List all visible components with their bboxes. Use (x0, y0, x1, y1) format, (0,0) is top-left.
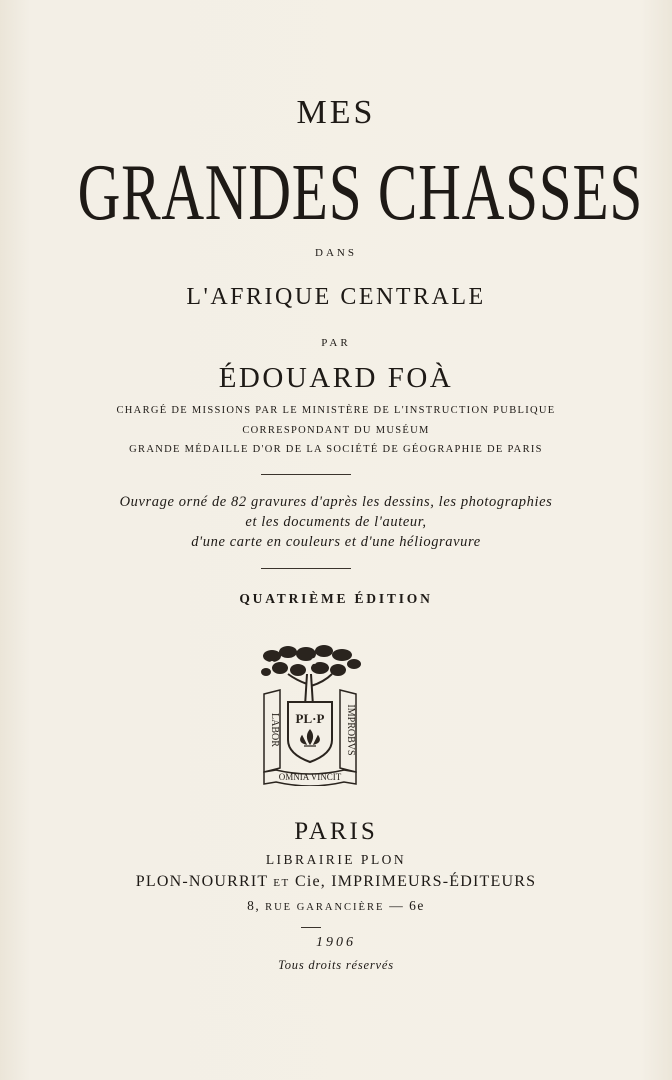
imprint-firm (0, 873, 672, 891)
divider-rule (261, 474, 351, 475)
emblem-banner-right: IMPROBVS (345, 704, 356, 756)
firm-name: PLON-NOURRIT (135, 873, 269, 890)
imprint-city: PARIS (294, 818, 378, 845)
divider-rule (261, 568, 351, 569)
emblem-banner-left: LABOR (269, 713, 280, 747)
author-name: ÉDOUARD FOÀ (218, 362, 454, 394)
imprint-year: 1906 (316, 935, 356, 950)
title-connector: DANS (315, 247, 357, 259)
imprint-rights: Tous droits réservés (278, 958, 394, 972)
author-credential: CORRESPONDANT DU MUSÉUM (242, 425, 430, 436)
emblem-monogram: PL·P (295, 711, 325, 726)
subtitle: L'AFRIQUE CENTRALE (186, 284, 486, 310)
address-district: — 6e (389, 898, 425, 913)
edition-label: QUATRIÈME ÉDITION (239, 591, 433, 606)
divider-rule (301, 927, 321, 928)
publisher-emblem (258, 644, 362, 786)
imprint-address (0, 898, 672, 914)
pre-title: MES (296, 94, 376, 131)
by-label: PAR (321, 337, 351, 349)
author-credential: GRANDE MÉDAILLE D'OR DE LA SOCIÉTÉ DE GÉOGRAPHIE DE PARIS (129, 444, 543, 455)
description-line: Ouvrage orné de 82 gravures d'après les dessins, les photographies (119, 494, 553, 510)
description-line: et les documents de l'auteur, (245, 514, 427, 530)
firm-role: IMPRIMEURS-ÉDITEURS (331, 873, 537, 890)
description-line: d'une carte en couleurs et d'une héliogravure (191, 534, 481, 550)
imprint-publisher: LIBRAIRIE PLON (265, 852, 407, 867)
address-number: 8, (247, 898, 261, 913)
author-credential: CHARGÉ DE MISSIONS PAR LE MINISTÈRE DE L'INSTRUCTION PUBLIQUE (116, 405, 556, 416)
tree-foliage-icon (261, 645, 361, 676)
main-title: GRANDES CHASSES (77, 149, 644, 237)
emblem-banner-bottom: OMNIA VINCIT (278, 772, 342, 782)
firm-co: Cie, (294, 873, 326, 890)
firm-and: ET (273, 877, 290, 889)
address-street: RUE GARANCIÈRE (265, 902, 385, 913)
